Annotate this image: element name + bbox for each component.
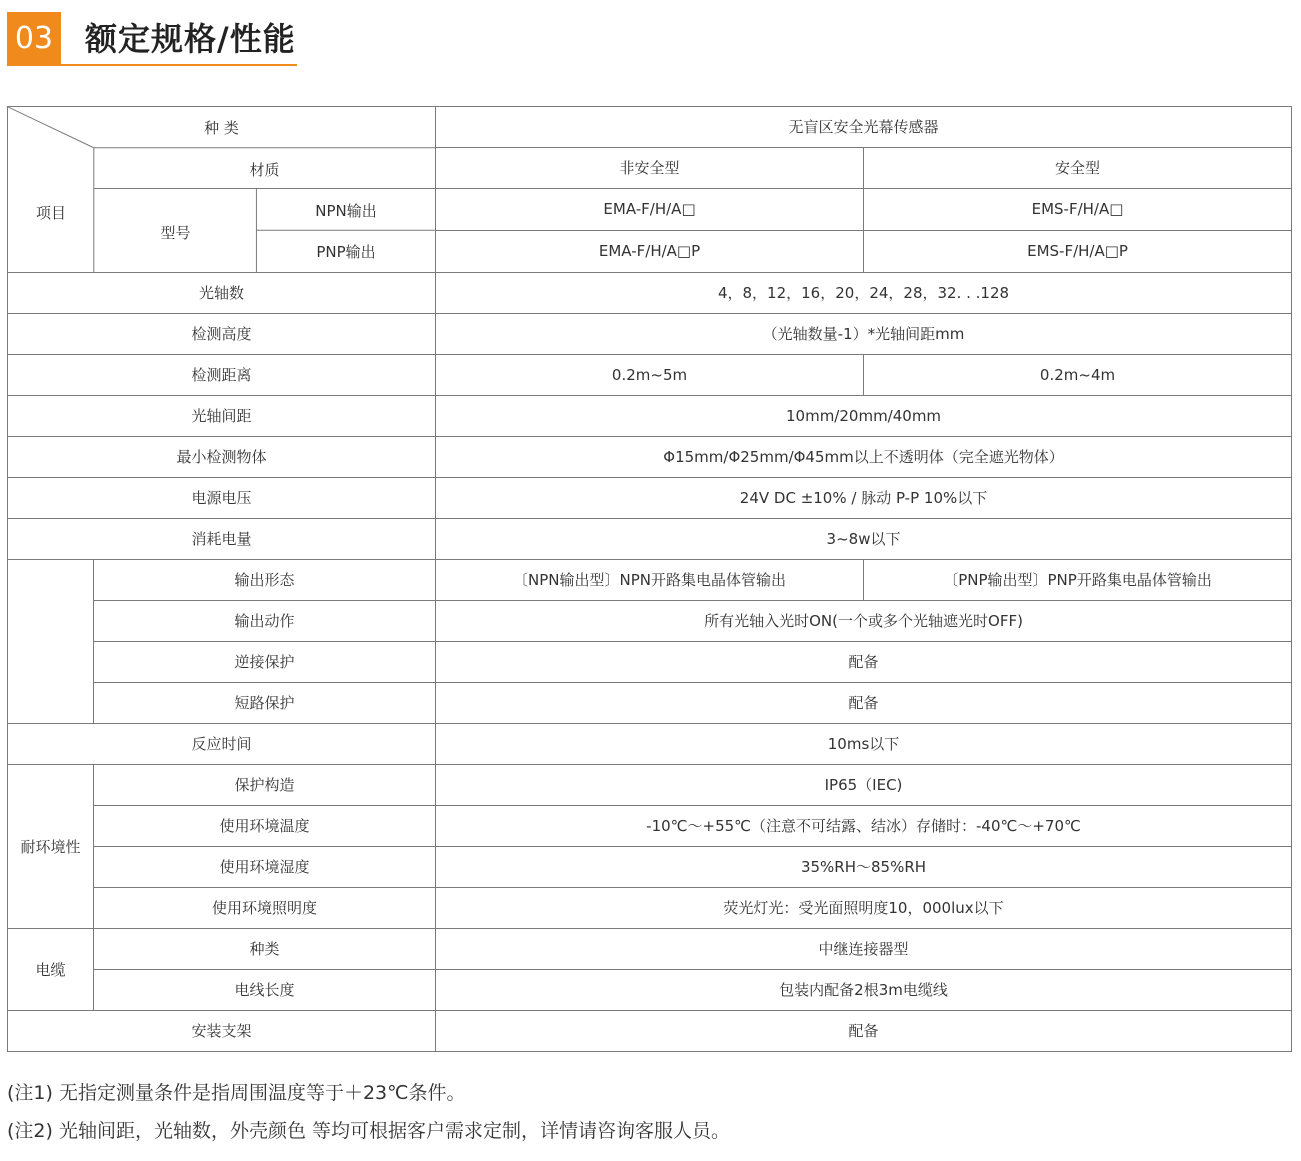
model-label: 型号 xyxy=(160,224,191,242)
pnp-nonsafe: EMA-F/H/A□P xyxy=(598,242,701,260)
material-label: 材质 xyxy=(249,161,280,179)
pnp-safe: EMS-F/H/A□P xyxy=(1027,242,1128,260)
short-protect-label: 短路保护 xyxy=(94,683,436,724)
reverse-protect-label: 逆接保护 xyxy=(94,642,436,683)
output-form-label: 输出形态 xyxy=(94,560,436,601)
cable-length-value: 包装内配备2根3m电缆线 xyxy=(436,970,1292,1011)
supply-voltage-label: 电源电压 xyxy=(8,478,436,519)
power-consumption-label: 消耗电量 xyxy=(8,519,436,560)
output-action-value: 所有光轴入光时ON(一个或多个光轴遮光时OFF) xyxy=(436,601,1292,642)
table-row xyxy=(8,601,1292,642)
material-nonsafe: 非安全型 xyxy=(436,148,864,189)
detect-height-label: 检测高度 xyxy=(8,314,436,355)
npn-label: NPN输出 xyxy=(315,202,377,220)
cable-length-label: 电线长度 xyxy=(94,970,436,1011)
cable-label: 电缆 xyxy=(8,929,94,1011)
env-light-value: 荧光灯光：受光面照明度10，000lux以下 xyxy=(436,888,1292,929)
env-label: 耐环境性 xyxy=(8,765,94,929)
model-nonsafe-cell xyxy=(436,189,864,273)
table-row xyxy=(8,1011,1292,1052)
axes-count-label: 光轴数 xyxy=(8,273,436,314)
cable-kind-value: 中继连接器型 xyxy=(436,929,1292,970)
bracket-value: 配备 xyxy=(436,1011,1292,1052)
env-humidity-value: 35%RH～85%RH xyxy=(436,847,1292,888)
model-safe-cell xyxy=(864,189,1292,273)
output-form-nonsafe: 〔NPN输出型〕NPN开路集电晶体管输出 xyxy=(436,560,864,601)
section-header xyxy=(7,12,297,68)
header-underline xyxy=(61,64,297,66)
kind-value: 无盲区安全光幕传感器 xyxy=(436,107,1292,148)
axis-pitch-value: 10mm/20mm/40mm xyxy=(436,396,1292,437)
table-row xyxy=(8,929,1292,970)
header-diagonal-cell xyxy=(8,107,436,273)
response-value: 10ms以下 xyxy=(436,724,1292,765)
table-row xyxy=(8,888,1292,929)
note-1: (注1) 无指定测量条件是指周围温度等于＋23℃条件。 xyxy=(7,1082,466,1104)
table-row xyxy=(8,970,1292,1011)
table-row xyxy=(8,724,1292,765)
bracket-label: 安装支架 xyxy=(8,1011,436,1052)
min-object-label: 最小检测物体 xyxy=(8,437,436,478)
npn-safe: EMS-F/H/A□ xyxy=(864,189,1291,231)
section-number: 03 xyxy=(7,12,61,66)
table-row xyxy=(8,314,1292,355)
env-humidity-label: 使用环境湿度 xyxy=(94,847,436,888)
output-action-label: 输出动作 xyxy=(94,601,436,642)
material-safe: 安全型 xyxy=(864,148,1292,189)
env-temp-label: 使用环境温度 xyxy=(94,806,436,847)
npn-nonsafe: EMA-F/H/A□ xyxy=(436,189,863,231)
pnp-label: PNP输出 xyxy=(316,243,376,261)
section-title: 额定规格/性能 xyxy=(85,20,296,58)
short-protect-value: 配备 xyxy=(436,683,1292,724)
table-row xyxy=(8,560,1292,601)
output-group-blank xyxy=(8,560,94,724)
kind-label: 种 类 xyxy=(204,119,239,137)
spec-table xyxy=(7,106,1292,1052)
detect-distance-safe: 0.2m~4m xyxy=(864,355,1292,396)
response-label: 反应时间 xyxy=(8,724,436,765)
note-2: (注2) 光轴间距，光轴数，外壳颜色 等均可根据客户需求定制，详情请咨询客服人员。 xyxy=(7,1120,730,1142)
table-row xyxy=(8,847,1292,888)
protect-struct-value: IP65（IEC) xyxy=(436,765,1292,806)
table-row xyxy=(8,642,1292,683)
table-row xyxy=(8,107,1292,148)
table-row xyxy=(8,273,1292,314)
protect-struct-label: 保护构造 xyxy=(94,765,436,806)
env-temp-value: -10℃～+55℃（注意不可结露、结冰）存储时：-40℃～+70℃ xyxy=(436,806,1292,847)
reverse-protect-value: 配备 xyxy=(436,642,1292,683)
notes xyxy=(7,1074,730,1150)
env-light-label: 使用环境照明度 xyxy=(94,888,436,929)
table-row xyxy=(8,683,1292,724)
output-form-safe: 〔PNP输出型〕PNP开路集电晶体管输出 xyxy=(864,560,1292,601)
table-row xyxy=(8,355,1292,396)
detect-distance-nonsafe: 0.2m~5m xyxy=(436,355,864,396)
cable-kind-label: 种类 xyxy=(94,929,436,970)
table-row xyxy=(8,765,1292,806)
table-row xyxy=(8,396,1292,437)
item-label: 项目 xyxy=(35,204,66,222)
axis-pitch-label: 光轴间距 xyxy=(8,396,436,437)
table-row xyxy=(8,478,1292,519)
detect-height-value: （光轴数量-1）*光轴间距mm xyxy=(436,314,1292,355)
table-row xyxy=(8,806,1292,847)
detect-distance-label: 检测距离 xyxy=(8,355,436,396)
power-consumption-value: 3~8w以下 xyxy=(436,519,1292,560)
supply-voltage-value: 24V DC ±10% / 脉动 P-P 10%以下 xyxy=(436,478,1292,519)
axes-count-value: 4，8，12，16，20，24，28，32. . .128 xyxy=(436,273,1292,314)
table-row xyxy=(8,437,1292,478)
table-row xyxy=(8,519,1292,560)
min-object-value: Φ15mm/Φ25mm/Φ45mm以上不透明体（完全遮光物体） xyxy=(436,437,1292,478)
